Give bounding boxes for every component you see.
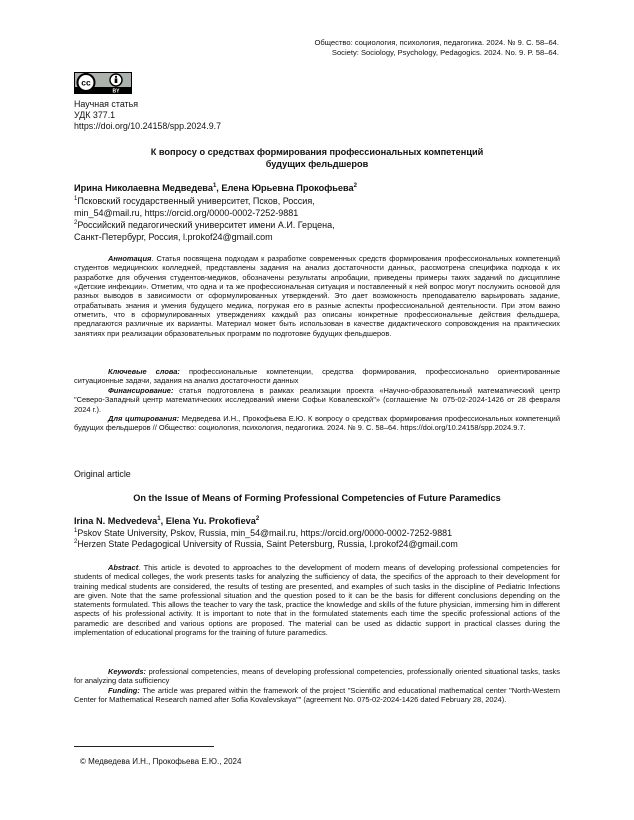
ru-title-line-2: будущих фельдшеров bbox=[265, 158, 369, 169]
ru-title bbox=[80, 147, 554, 170]
ru-aff-2-line-1: $^2$Российский педагогический университет имени А.И. Герцена, bbox=[74, 220, 335, 230]
author-2-sup: 2 bbox=[353, 182, 357, 189]
ru-authors bbox=[74, 183, 357, 193]
en-author-sep: , bbox=[160, 516, 166, 526]
ru-aff-2-line-2: Санкт-Петербург, Россия, l.prokof24@gmail.com bbox=[74, 232, 273, 242]
en-author-2-sup: 2 bbox=[255, 515, 260, 522]
aff-1-sup: 1 bbox=[74, 196, 78, 202]
en-author-2: Elena Yu. Prokofieva bbox=[165, 516, 256, 526]
author-1: Ирина Николаевна Медведева bbox=[74, 183, 213, 193]
article-type: Научная статья bbox=[74, 99, 139, 109]
journal-header bbox=[315, 38, 559, 57]
en-title: On the Issue of Means of Forming Professional Competencies of Future Paramedics bbox=[133, 493, 501, 503]
udc-code: УДК 377.1 bbox=[74, 110, 116, 120]
ru-abstract-text: . Статья посвящена подходам к разработке современных средств формирования профессиональных компетенций студентов медицинских колледжей, представлены задания на анализ достаточности данных, рассмотрена специфика подхода к их разработке для обучения студентов-медиков, обозначены результаты апробации, приведены примеры таких заданий по дисциплине «Детские инфекции». Отметим, что одна и та же профессиональная ситуация и поставленный к ней вопрос могут послужить основой для разных выводов в зависимости от сформулированных утверждений. Это дает возможность преподавателю варьировать задание, отрабатывать знания и умения будущего медика, погружая его в разные аспекты профессиональной деятельности. При этом важно отметить, что в сформулированных утверждениях каждый раз описаны конкретные профессиональные действия фельдшера, предлагаются различные их варианты. Материал может быть использован в качестве дидактического сопровождения на практических занятиях при реализации образовательных программ по подготовке будущих фельдшеров. bbox=[74, 254, 560, 338]
cc-by-icon bbox=[74, 72, 132, 94]
ru-keywords bbox=[74, 367, 560, 386]
ru-citation bbox=[74, 414, 560, 433]
en-funding bbox=[74, 686, 560, 705]
ru-abstract-label: Аннотация bbox=[108, 254, 152, 263]
en-aff-1-sup: 1 bbox=[74, 528, 78, 535]
aff-2-sup: 2 bbox=[74, 220, 78, 226]
ru-keywords-text: профессиональные компетенции, средства формирования, профессионально ориентированные ситуационные задачи, задания на анализ достаточности данных bbox=[74, 367, 560, 386]
en-aff-2-sup: 2 bbox=[74, 539, 78, 546]
en-funding-text: The article was prepared within the framework of the project "Scientific and educational mathematical center "North-Western Center for Mathematical Research named after Sofia Kovalevskaya"" (agreement No. 075-02-2024-1426 dated February 28, 2024). bbox=[74, 686, 560, 705]
ru-citation-label: Для цитирования: bbox=[108, 414, 180, 423]
ru-abstract bbox=[74, 254, 560, 338]
en-author-1: Irina N. Medvedeva bbox=[74, 516, 158, 526]
ru-keywords-label: Ключевые слова: bbox=[108, 367, 180, 376]
en-keywords-label: Keywords: bbox=[108, 667, 147, 676]
journal-header-en: Society: Sociology, Psychology, Pedagogics. 2024. No. 9. P. 58–64. bbox=[331, 47, 559, 57]
ru-funding-label: Финансирование: bbox=[108, 386, 174, 395]
author-1-sup: 1 bbox=[212, 182, 217, 189]
en-abstract bbox=[74, 563, 560, 637]
doi-link[interactable]: https://doi.org/10.24158/spp.2024.9.7 bbox=[74, 121, 222, 131]
ru-aff-1-line-2: min_54@mail.ru, https://orcid.org/0000-0002-7252-9881 bbox=[74, 208, 299, 218]
en-abstract-text: . This article is devoted to approaches to the development of modern means of developing professional competencies for students of medical colleges, the work presents tasks for analyzing the sufficiency of data, the specifics of the approach to their development for training medical students are considered, the results of testing are presented, and examples of such tasks in the discipline of Pediatric Infections are given. Note that the same professional situation and the question posed to it can be the basis for different conclusions depending on the statements formulated. This allows the teacher to vary the task, practice the knowledge and skills of the future physician, immersing him in different aspects of his professional activity. It is important to note that in the formulated statements each time the specific professional actions of the paramedic are described and various options are proposed. The material can be used as didactic support in practical classes during the implementation of educational programs for the training of future paramedics. bbox=[74, 563, 560, 638]
ru-title-line-1: К вопросу о средствах формирования профессиональных компетенций bbox=[150, 147, 484, 157]
ru-citation-text: Медведева И.Н., Прокофьева Е.Ю. К вопросу о средствах формирования профессиональных компетенций будущих фельдшеров // Общество: социология, психология, педагогика. 2024. № 9. С. 58–64. https://doi.org/10.24158/spp.2024.9.7. bbox=[74, 414, 560, 433]
ru-affiliations bbox=[74, 195, 554, 243]
en-keywords-text: professional competencies, means of developing professional competencies, professionally oriented situational tasks, tasks for analyzing data sufficiency bbox=[74, 667, 560, 686]
en-authors bbox=[74, 516, 259, 526]
footnote-divider bbox=[74, 746, 214, 747]
ru-aff-1-line-1: $^1$Псковский государственный университет, Псков, Россия, bbox=[74, 196, 315, 206]
copyright: © Медведева И.Н., Прокофьева Е.Ю., 2024 bbox=[80, 757, 242, 766]
en-keywords bbox=[74, 667, 560, 686]
author-sep: , bbox=[216, 183, 222, 193]
en-funding-label: Funding: bbox=[108, 686, 140, 695]
journal-header-ru: Общество: социология, психология, педагогика. 2024. № 9. С. 58–64. bbox=[314, 38, 559, 47]
svg-text:cc: cc bbox=[81, 77, 91, 88]
en-abstract-label: Abstract bbox=[108, 563, 139, 572]
ru-funding bbox=[74, 386, 560, 414]
ru-funding-text: статья подготовлена в рамках реализации проекта «Научно-образовательный математический центр "Северо-Западный центр математических исследований имени Софьи Ковалевской"» (соглашение № 075-02-2024-1426 от 28 февраля 2024 г.). bbox=[74, 386, 560, 414]
cc-license-badge[interactable] bbox=[74, 72, 132, 94]
en-affiliations bbox=[74, 528, 574, 550]
author-2: Елена Юрьевна Прокофьева bbox=[221, 183, 354, 193]
article-meta bbox=[74, 99, 221, 132]
svg-text:BY: BY bbox=[112, 88, 120, 94]
en-aff-1: $^1$Pskov State University, Pskov, Russia, min_54@mail.ru, https://orcid.org/0000-0002-7252-9881 bbox=[74, 528, 453, 538]
en-article-type: Original article bbox=[74, 469, 131, 479]
en-aff-2: $^2$Herzen State Pedagogical University of Russia, Saint Petersburg, Russia, l.prokof24@gmail.com bbox=[74, 539, 458, 549]
en-author-1-sup: 1 bbox=[157, 515, 161, 522]
